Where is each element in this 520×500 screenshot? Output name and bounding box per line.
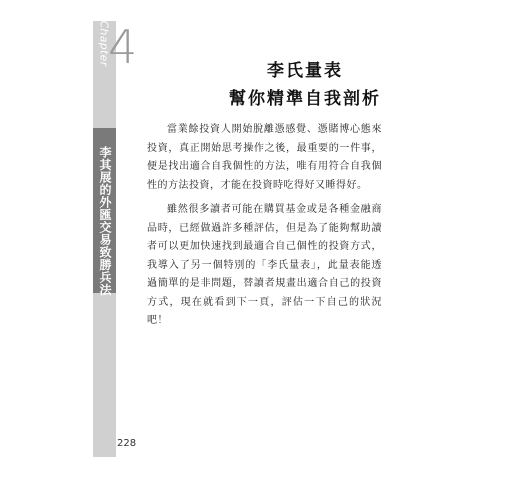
title-subtitle: 幫你精準自我剖析 bbox=[229, 89, 381, 109]
page-number: 228 bbox=[117, 438, 137, 449]
section-title bbox=[130, 60, 480, 110]
body-paragraph-1: 當業餘投資人開始脫離憑感覺、憑賭博心態來投資，真正開始思考操作之後，最重要的一件事，便是找出適合自我個性的方法，唯有用符合自我個性的方法投資，才能在投資時吃得好又睡得好。 bbox=[147, 124, 382, 191]
title-main: 李氏量表 bbox=[267, 61, 343, 81]
chapter-label-text: Chapter bbox=[98, 20, 111, 67]
book-title-vertical: 李其展的外匯交易致勝兵法 bbox=[98, 146, 112, 296]
body-paragraph-2: 雖然很多讀者可能在購買基金或是各種金融商品時，已經做過許多種評估，但是為了能夠幫助讀者可以更加快速找到最適合自己個性的投資方式，我導入了另一個特別的「李氏量表」，此量表能透過簡單的是非問題，替讀者規畫出適合自己的投資方式，現在就看到下一頁，評估一下自己的狀況吧！ bbox=[147, 204, 382, 326]
chapter-number: 4 bbox=[108, 20, 138, 74]
body-text bbox=[147, 121, 382, 337]
